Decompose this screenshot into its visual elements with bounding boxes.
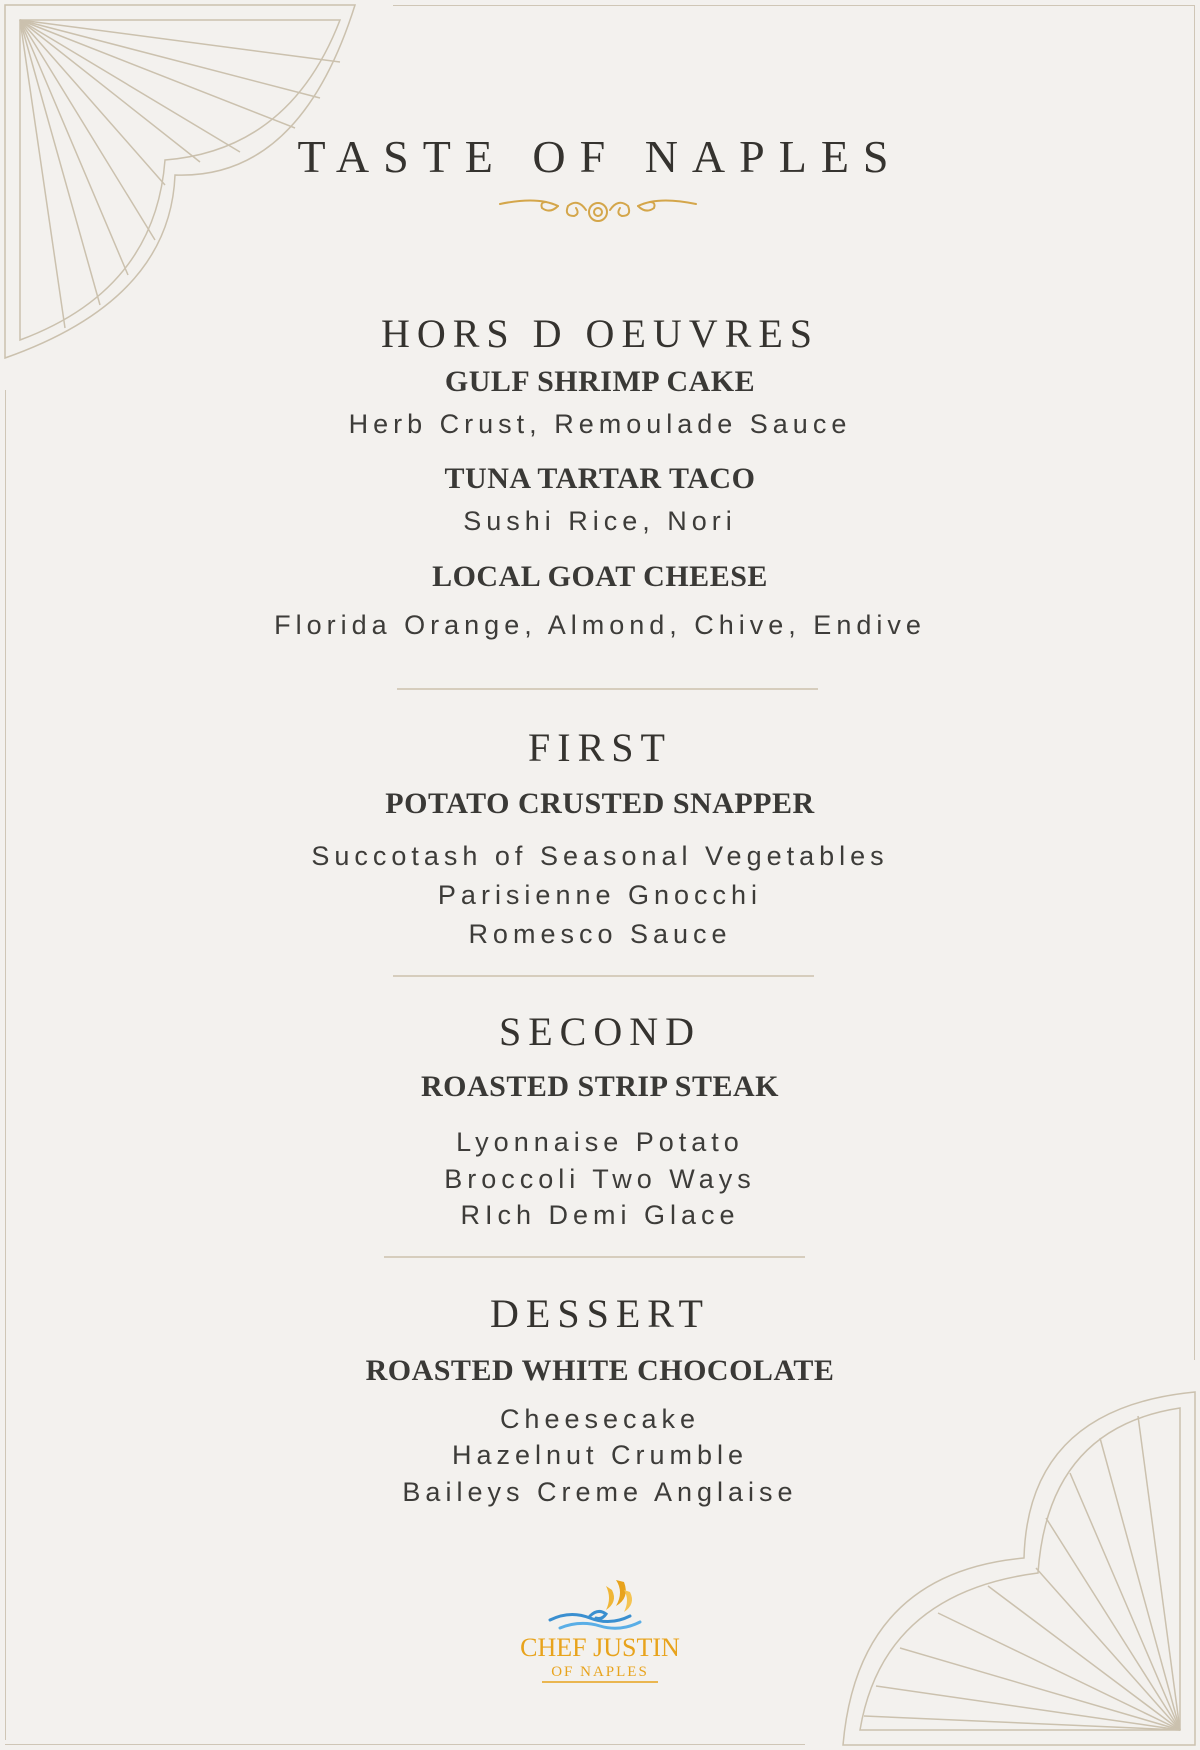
- dish-description: Romesco Sauce: [468, 919, 732, 949]
- dish-description: Broccoli Two Ways: [444, 1164, 756, 1194]
- section-divider: [397, 688, 818, 690]
- dish-description: Sushi Rice, Nori: [463, 506, 737, 536]
- dish-name: POTATO CRUSTED SNAPPER: [385, 787, 815, 820]
- section-divider: [384, 1256, 805, 1258]
- dish-name: GULF SHRIMP CAKE: [444, 365, 756, 398]
- logo-text-line1: CHEF JUSTIN: [520, 1633, 680, 1662]
- dish-name: ROASTED STRIP STEAK: [421, 1070, 779, 1103]
- section-heading-first: FIRST: [528, 725, 672, 770]
- dish-description: Hazelnut Crumble: [451, 1440, 749, 1470]
- dish-description: Lyonnaise Potato: [456, 1127, 744, 1157]
- dish-description: Succotash of Seasonal Vegetables: [311, 841, 889, 871]
- section-heading-second: SECOND: [498, 1009, 702, 1054]
- section-heading-dessert: DESSERT: [490, 1291, 710, 1336]
- dish-name: TUNA TARTAR TACO: [444, 462, 756, 495]
- section-divider: [393, 975, 814, 977]
- chef-justin-logo: [520, 1572, 680, 1688]
- dish-description: Herb Crust, Remoulade Sauce: [348, 409, 852, 439]
- section-heading-hors-doeuvres: HORS D OEUVRES: [380, 311, 820, 356]
- dish-description: Baileys Creme Anglaise: [402, 1477, 798, 1507]
- dish-description: Florida Orange, Almond, Chive, Endive: [274, 610, 926, 640]
- dish-name: LOCAL GOAT CHEESE: [432, 560, 768, 593]
- wave-icon: [550, 1611, 640, 1628]
- dish-name: ROASTED WHITE CHOCOLATE: [365, 1354, 835, 1387]
- dish-description: Parisienne Gnocchi: [437, 880, 763, 910]
- flame-icon: [606, 1580, 632, 1612]
- flourish-ornament-icon: [498, 192, 698, 228]
- dish-description: RIch Demi Glace: [460, 1200, 740, 1230]
- logo-text-line2: OF NAPLES: [551, 1664, 649, 1680]
- menu-title: TASTE OF NAPLES: [297, 131, 903, 182]
- frame-bottom-line: [5, 1744, 805, 1745]
- dish-description: Cheesecake: [499, 1404, 701, 1434]
- frame-top-line: [393, 5, 1195, 6]
